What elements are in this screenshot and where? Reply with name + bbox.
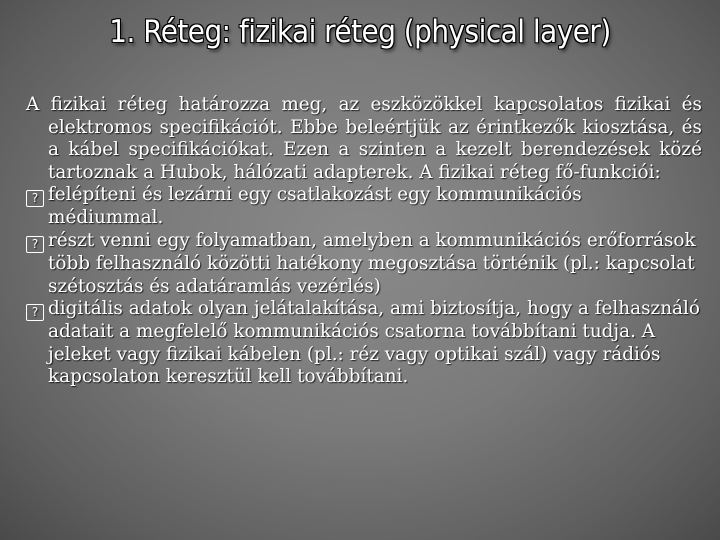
bullet-text: felépíteni és lezárni egy csatlakozást egy kommunikációs médiummal. [48,184,582,229]
bullet-item [26,298,702,389]
bullet-text: digitális adatok olyan jelátalakítása, ami biztosítja, hogy a felhasználó adatait a megfelelő kommunikációs csatorna továbbítani tudja. A jeleket vagy fizikai kábelen (pl.: réz vagy optikai szál) vagy rádiós kapcsolaton keresztül kell továbbítani. [48,298,700,388]
bullet-item [26,184,702,230]
bullet-box-icon: ? [26,236,44,253]
bullet-box-icon: ? [26,304,44,321]
slide-body [26,94,702,389]
slide-title: 1. Réteg: fizikai réteg (physical layer) [109,14,611,50]
intro-paragraph: A fizikai réteg határozza meg, az eszközökkel kapcsolatos fizikai és elektromos specifikációt. Ebbe beleértjük az érintkezők kiosztása, és a kábel specifikációkat. Ezen a szinten a kezelt berendezések közé tartoznak a Hubok, hálózati adapterek. A fizikai réteg fő-funkciói: [26,94,702,183]
bullet-text: részt venni egy folyamatban, amelyben a kommunikációs erőforrások több felhasználó közötti hatékony megosztása történik (pl.: kapcsolat szétosztás és adatáramlás vezérlés) [48,229,696,297]
bullet-item [26,230,702,298]
bullet-box-icon: ? [26,190,44,207]
